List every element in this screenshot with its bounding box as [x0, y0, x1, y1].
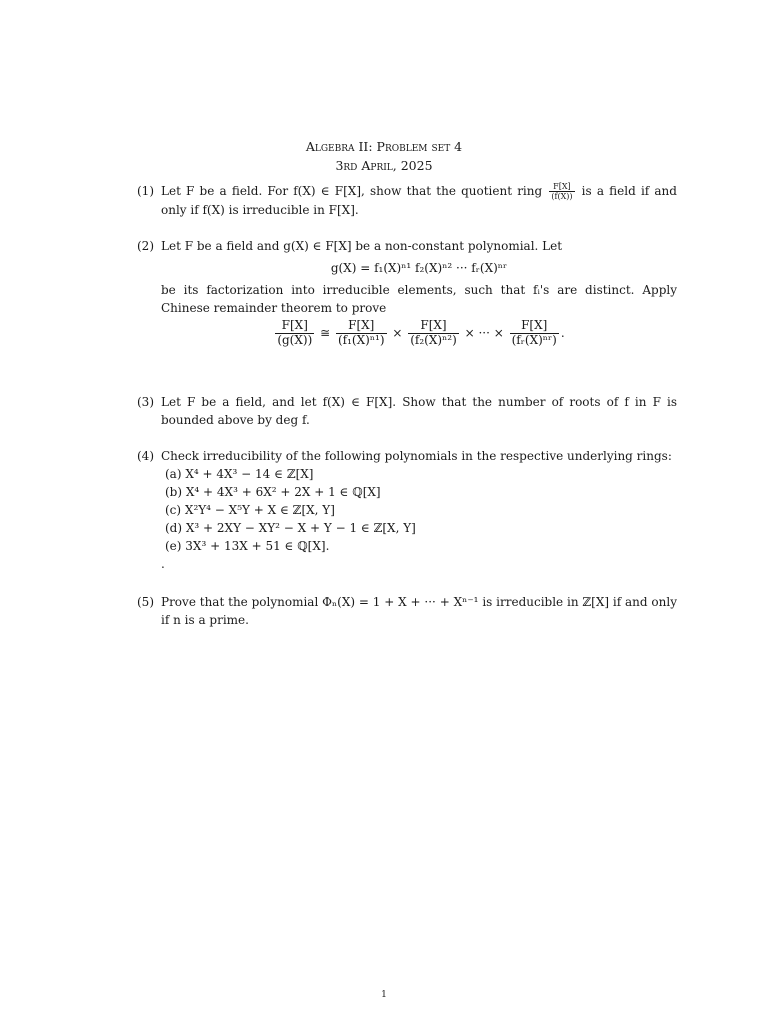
fraction-numerator: F[X] — [275, 319, 314, 334]
fraction-denominator: (f(X)) — [551, 192, 573, 202]
problem-text: Let F be a field and g(X) ∈ F[X] be a non-constant polynomial. Let — [161, 239, 563, 253]
document-title: Algebra II: Problem set 4 — [305, 139, 463, 154]
document-date: 3rd April, 2025 — [335, 158, 433, 173]
fraction-numerator: F[X] — [549, 182, 574, 192]
quotient-fraction — [549, 182, 574, 201]
problem-text: Let F be a field, and let f(X) ∈ F[X]. Show that the number of roots of f in F is bounded above by deg f. — [161, 395, 677, 427]
problem-3 — [137, 393, 677, 429]
fraction-numerator: F[X] — [408, 319, 459, 334]
fraction-denominator: (g(X)) — [277, 332, 313, 347]
problem-text: be its factorization into irreducible elements, such that fᵢ's are distinct. Apply Chinese remainder theorem to prove — [161, 283, 677, 315]
problem-number: (2) — [137, 239, 154, 253]
problem-1 — [137, 182, 677, 219]
problem-text: Let F be a field. For f(X) ∈ F[X], show that the quotient ring — [161, 184, 543, 199]
factor-fraction-1 — [336, 319, 387, 348]
trailing-period: . — [161, 557, 165, 571]
isomorphism-equation — [161, 319, 677, 348]
problem-2 — [137, 237, 677, 352]
subitem-a: (a) X⁴ + 4X³ − 14 ∈ ℤ[X] — [165, 467, 314, 481]
subitem-e: (e) 3X³ + 13X + 51 ∈ ℚ[X]. — [165, 539, 330, 553]
lhs-fraction — [275, 319, 314, 348]
problem-number: (1) — [137, 184, 154, 198]
display-equation: g(X) = f₁(X)ⁿ¹ f₂(X)ⁿ² ··· fᵣ(X)ⁿʳ — [330, 261, 508, 275]
equation-period: . — [560, 325, 565, 340]
problem-number: (3) — [137, 395, 154, 409]
factor-fraction-2 — [408, 319, 459, 348]
fraction-denominator: (f₁(X)ⁿ¹) — [337, 332, 385, 347]
problem-text: Check irreducibility of the following polynomials in the respective underlying rings: — [161, 449, 672, 463]
page-number: 1 — [381, 990, 387, 1000]
subitem-d: (d) X³ + 2XY − XY² − X + Y − 1 ∈ ℤ[X, Y] — [165, 521, 416, 535]
product-dots: × ··· × — [464, 325, 504, 340]
factor-fraction-r — [510, 319, 559, 348]
iso-symbol: ≅ — [320, 325, 331, 340]
problem-text: Prove that the polynomial Φₙ(X) = 1 + X + ··· + Xⁿ⁻¹ is irreducible in ℤ[X] if and only if n is a prime. — [161, 595, 677, 627]
problem-4 — [137, 447, 677, 573]
fraction-denominator: (f₂(X)ⁿ²) — [410, 332, 457, 347]
fraction-numerator: F[X] — [510, 319, 559, 334]
times-symbol: × — [392, 325, 403, 340]
subitem-c: (c) X²Y⁴ − X⁵Y + X ∈ ℤ[X, Y] — [165, 503, 335, 517]
problem-number: (5) — [137, 595, 154, 609]
problem-text: is a field if and only if f(X) is irreducible in F[X]. — [161, 184, 677, 218]
fraction-denominator: (fᵣ(X)ⁿʳ) — [511, 332, 557, 347]
subitem-b: (b) X⁴ + 4X³ + 6X² + 2X + 1 ∈ ℚ[X] — [165, 485, 381, 499]
problem-number: (4) — [137, 449, 154, 463]
problem-5 — [137, 593, 677, 629]
fraction-numerator: F[X] — [336, 319, 387, 334]
